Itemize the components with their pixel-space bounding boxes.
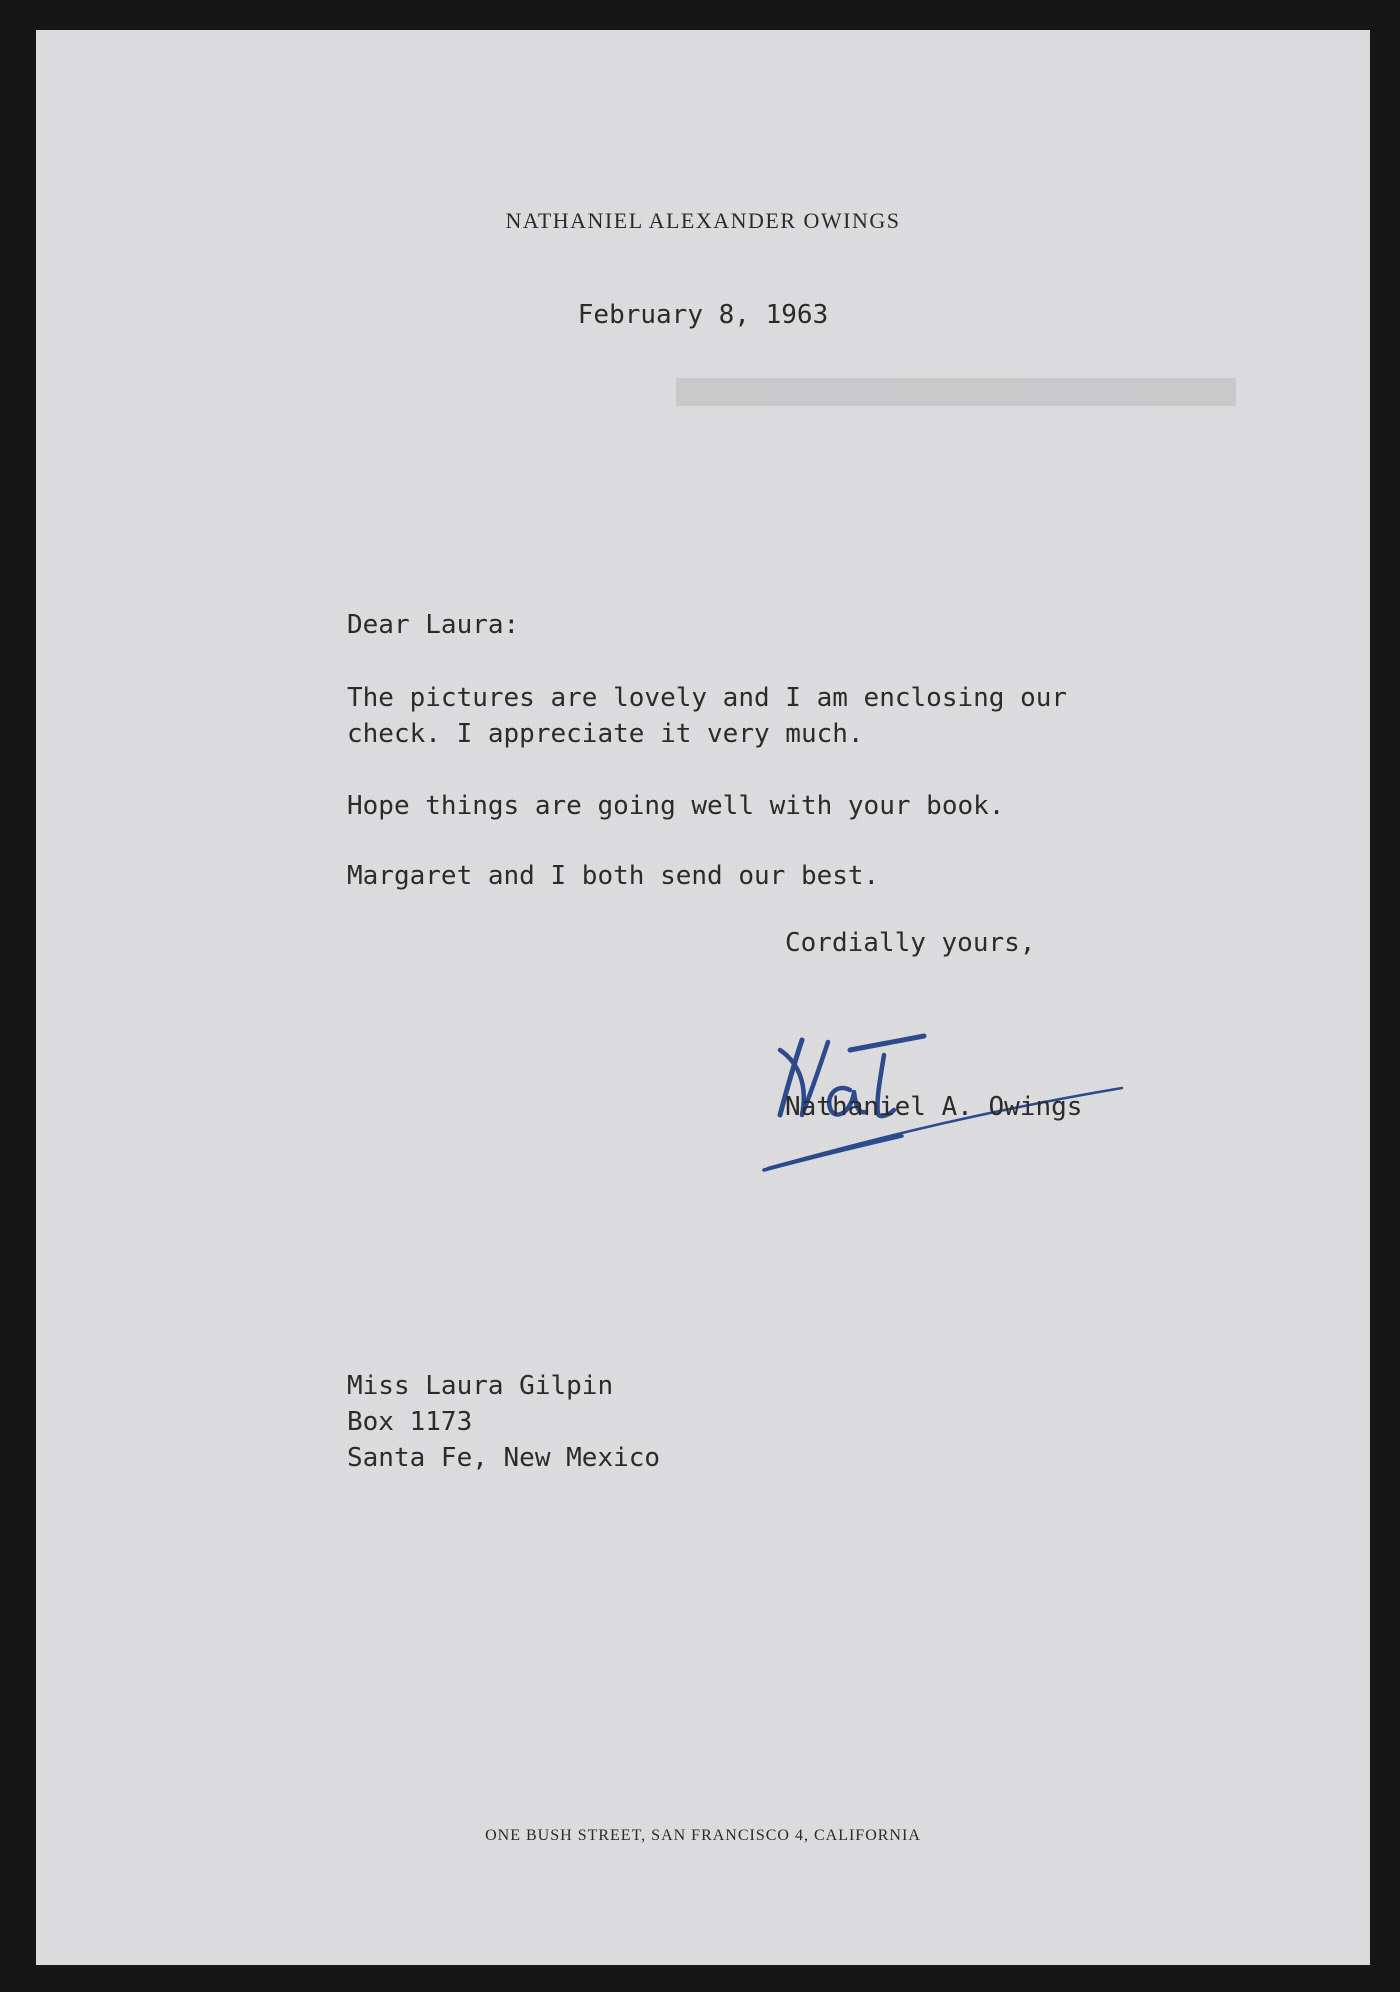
complimentary-closing: Cordially yours, [785,928,1036,958]
signer-name: Nathaniel A. Owings [785,1092,1083,1122]
body-paragraph-1 [347,680,1067,752]
body-paragraph-3: Margaret and I both send our best. [347,861,880,891]
letter-date: February 8, 1963 [577,300,829,330]
body-paragraph-1-line-1: The pictures are lovely and I am enclosing our [347,683,1068,713]
letter-page [36,30,1370,1965]
recipient-box: Box 1173 [347,1407,473,1437]
recipient-name: Miss Laura Gilpin [347,1371,614,1401]
letterhead: NATHANIEL ALEXANDER OWINGS [505,208,901,233]
body-paragraph-1-line-2: check. I appreciate it very much. [347,719,864,749]
signature-text: Nat [762,1020,764,1021]
salutation: Dear Laura: [347,610,520,640]
bleed-through-mark [676,368,1236,418]
recipient-address [347,1368,660,1476]
letterhead-footer-address: ONE BUSH STREET, SAN FRANCISCO 4, CALIFORNIA [485,1827,921,1844]
recipient-city: Santa Fe, New Mexico [347,1443,661,1473]
body-paragraph-2: Hope things are going well with your book. [347,791,1005,821]
